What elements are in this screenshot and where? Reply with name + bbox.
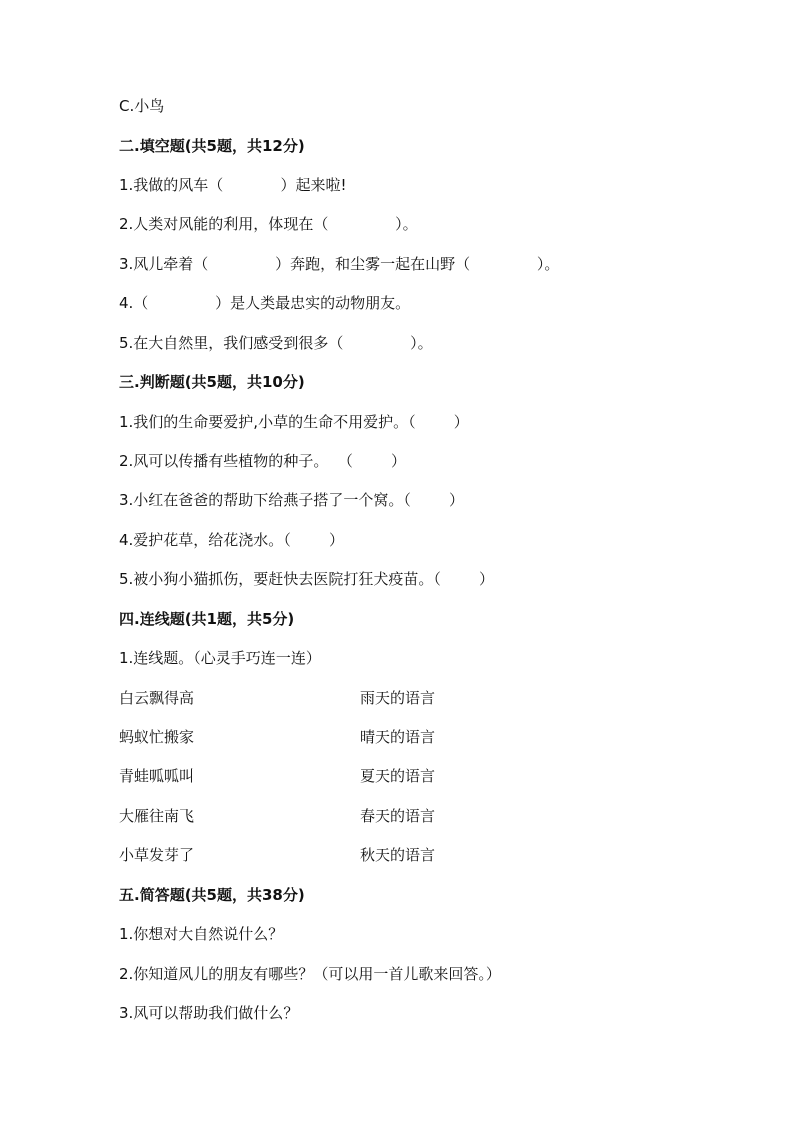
fill-question-1: 1.我做的风车（ ）起来啦! [119,176,347,194]
match-right-item: 雨天的语言 [360,689,436,707]
fill-question-4: 4.（ ）是人类最忠实的动物朋友。 [119,294,411,312]
fill-question-5: 5.在大自然里，我们感受到很多（ ）。 [119,334,433,352]
judge-question-3: 3.小红在爸爸的帮助下给燕子搭了一个窝。（ ） [119,491,464,509]
judge-question-4: 4.爱护花草，给花浇水。（ ） [119,531,344,549]
short-answer-question-1: 1.你想对大自然说什么？ [119,925,284,943]
judge-question-2: 2.风可以传播有些植物的种子。 （ ） [119,452,406,470]
section-heading-short-answer: 五.简答题(共5题，共38分) [119,886,305,904]
matching-question-1: 1.连线题。（心灵手巧连一连） [119,649,321,667]
match-right-item: 晴天的语言 [360,728,436,746]
match-left-item: 白云飘得高 [119,689,195,707]
match-left-item: 小草发芽了 [119,846,195,864]
section-heading-fill-in: 二.填空题(共5题，共12分) [119,137,305,155]
match-right-item: 春天的语言 [360,807,436,825]
match-right-item: 秋天的语言 [360,846,436,864]
match-left-item: 青蛙呱呱叫 [119,767,195,785]
option-c: C.小鸟 [119,97,165,115]
fill-question-3: 3.风儿牵着（ ）奔跑，和尘雾一起在山野（ ）。 [119,255,560,273]
section-heading-matching: 四.连线题(共1题，共5分) [119,610,295,628]
short-answer-question-3: 3.风可以帮助我们做什么？ [119,1004,299,1022]
judge-question-5: 5.被小狗小猫抓伤，要赶快去医院打狂犬疫苗。（ ） [119,570,494,588]
section-heading-true-false: 三.判断题(共5题，共10分) [119,373,305,391]
fill-question-2: 2.人类对风能的利用，体现在（ ）。 [119,215,418,233]
match-left-item: 蚂蚁忙搬家 [119,728,195,746]
match-left-item: 大雁往南飞 [119,807,195,825]
judge-question-1: 1.我们的生命要爱护,小草的生命不用爱护。（ ） [119,413,469,431]
match-right-item: 夏天的语言 [360,767,436,785]
short-answer-question-2: 2.你知道风儿的朋友有哪些？（可以用一首儿歌来回答。） [119,965,501,983]
